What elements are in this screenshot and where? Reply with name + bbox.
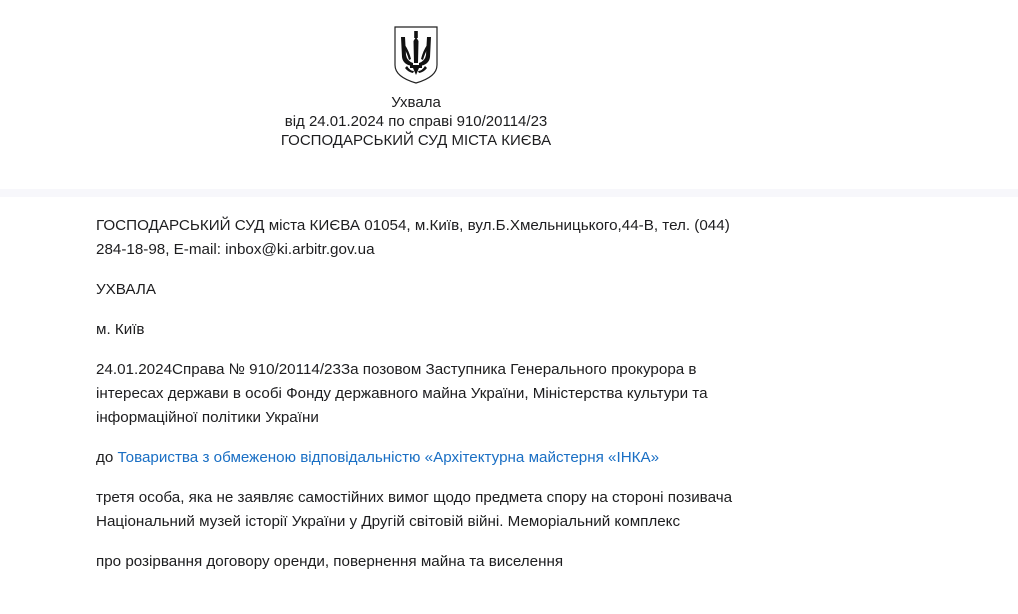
court-address: ГОСПОДАРСЬКИЙ СУД міста КИЄВА 01054, м.Київ, вул.Б.Хмельницького,44-В, тел. (044) 284-18-98, E-mail: inbox@ki.arbitr.gov.ua bbox=[96, 217, 730, 258]
defendant-link[interactable]: Товариства з обмеженою відповідальністю «Архітектурна майстерня «ІНКА» bbox=[117, 449, 660, 466]
third-party: третя особа, яка не заявляє самостійних вимог щодо предмета спору на стороні позивача Національний музей історії України у Другій світовій війні. Меморіальний комплекс bbox=[96, 489, 733, 530]
case-subject: про розірвання договору оренди, повернення майна та виселення bbox=[96, 553, 564, 570]
header-divider-band bbox=[0, 189, 1018, 197]
document-header bbox=[0, 0, 1018, 189]
ukraine-trident-emblem-icon bbox=[393, 25, 439, 85]
city: м. Київ bbox=[96, 321, 145, 338]
document-subtitle: від 24.01.2024 по справі 910/20114/23 bbox=[284, 113, 548, 130]
header-text-block bbox=[0, 93, 832, 150]
case-intro: 24.01.2024Справа № 910/20114/23За позовом Заступника Генерального прокурора в інтересах держави в особі Фонду державного майна України, Міністерства культури та інформаційної політики України bbox=[96, 361, 708, 426]
document-type: УХВАЛА bbox=[96, 281, 156, 298]
defendant-paragraph bbox=[96, 446, 746, 470]
document-title: Ухвала bbox=[391, 94, 441, 111]
document-body bbox=[96, 214, 746, 590]
defendant-prefix: до bbox=[96, 449, 114, 466]
court-name: ГОСПОДАРСЬКИЙ СУД МІСТА КИЄВА bbox=[280, 132, 552, 149]
